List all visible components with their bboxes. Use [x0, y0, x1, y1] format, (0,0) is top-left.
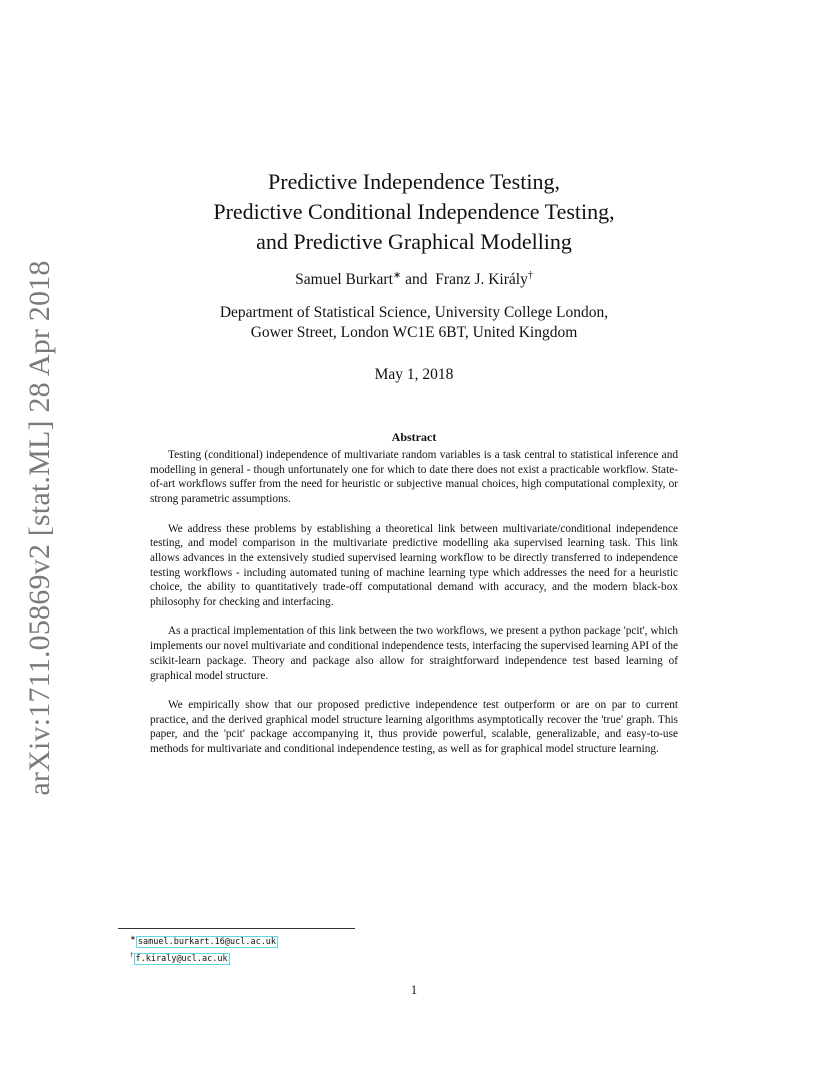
abstract-paragraph: We empirically show that our proposed predictive independence test outperform or are on par to current practice, and the derived graphical model structure learning algorithms asymptotically recover the 'true' graph. This paper, and the 'pcit' package accompanying it, thus provide powerful, scalable, generalizable, and easy-to-use methods for multivariate and conditional independence testing, as well as for graphical model structure learning.	[150, 698, 678, 756]
abstract-paragraph: We address these problems by establishing a theoretical link between multivariate/conditional independence testing, and model comparison in the multivariate predictive modelling aka supervised learning task. This link allows advances in the extensively studied supervised learning workflow to be directly transferred to independence testing workflows - including automated tuning of machine learning type which addresses the need for a heuristic choice, the ability to quantitatively trade-off computational demand with accuracy, and the modern black-box philosophy for checking and interfacing.	[150, 522, 678, 609]
publication-date: May 1, 2018	[374, 366, 454, 383]
abstract-body	[150, 448, 678, 771]
title-line: Predictive Independence Testing,	[268, 169, 560, 194]
affiliation-line: Gower Street, London WC1E 6BT, United Kingdom	[250, 324, 578, 341]
author-list	[150, 270, 678, 289]
title-line: Predictive Conditional Independence Testing,	[213, 199, 615, 224]
author-name: Franz J. Király	[435, 271, 528, 289]
footnote-divider	[118, 928, 355, 929]
footnote	[130, 932, 278, 949]
title-line: and Predictive Graphical Modelling	[256, 229, 572, 254]
footnote	[130, 949, 278, 966]
author-footnote-mark: †	[527, 270, 533, 281]
abstract-paragraph: As a practical implementation of this link between the two workflows, we present a python package 'pcit', which implements our novel multivariate and conditional independence tests, interfacing the supervised learning API of the scikit-learn package. Theory and package also allow for straightforward independence test based learning of graphical model structure.	[150, 625, 678, 682]
author-footnote-mark: ∗	[392, 270, 402, 281]
email-link[interactable]: samuel.burkart.16@ucl.ac.uk	[137, 936, 277, 947]
page-number: 1	[410, 983, 418, 997]
affiliation	[150, 303, 678, 343]
arxiv-identifier-stamp: arXiv:1711.05869v2 [stat.ML] 28 Apr 2018	[23, 260, 56, 796]
author-joiner: and	[405, 271, 428, 289]
abstract-heading: Abstract	[391, 430, 437, 444]
email-link[interactable]: f.kiraly@ucl.ac.uk	[135, 953, 228, 964]
abstract-paragraph: Testing (conditional) independence of multivariate random variables is a task central to statistical inference and modelling in general - though unfortunately one for which to date there does not exist a practicable workflow. State-of-art workflows suffer from the need for heuristic or subjective manual choices, high computational complexity, or strong parametric assumptions.	[150, 449, 678, 506]
affiliation-line: Department of Statistical Science, University College London,	[219, 304, 609, 321]
author-name: Samuel Burkart	[295, 271, 393, 289]
footnote-mark: †	[130, 950, 134, 959]
footnote-mark: ∗	[130, 934, 136, 942]
footnotes	[130, 932, 278, 966]
paper-title	[150, 167, 678, 257]
